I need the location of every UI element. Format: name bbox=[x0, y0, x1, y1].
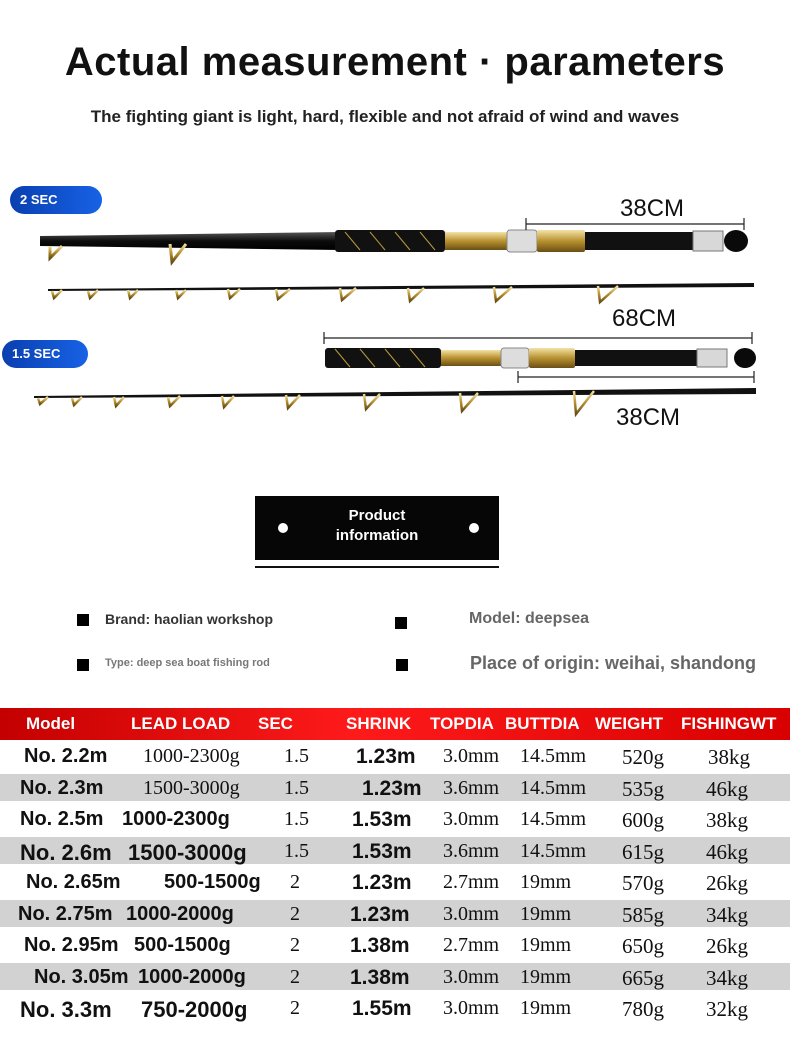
square-bullet-icon bbox=[395, 617, 407, 629]
cell-fishingwt: 38kg bbox=[706, 808, 748, 832]
cell-fishingwt: 26kg bbox=[706, 871, 748, 895]
cell-shrink: 1.23m bbox=[356, 745, 416, 768]
spec-table bbox=[0, 708, 790, 1024]
cell-weight: 570g bbox=[622, 871, 664, 895]
cell-fishingwt: 32kg bbox=[706, 997, 748, 1021]
cell-sec: 1.5 bbox=[284, 745, 309, 767]
cell-sec: 2 bbox=[290, 965, 300, 988]
cell-topdia: 2.7mm bbox=[443, 871, 500, 893]
info-type-text: Type: deep sea boat fishing rod bbox=[105, 657, 270, 669]
table-row bbox=[0, 961, 790, 993]
square-bullet-icon bbox=[77, 659, 89, 671]
col-fishingwt: FISHINGWT bbox=[681, 714, 777, 733]
cell-topdia: 3.0mm bbox=[443, 902, 500, 925]
cell-buttdia: 19mm bbox=[520, 871, 572, 893]
rod-2sec-butt bbox=[40, 230, 748, 262]
cell-sec: 1.5 bbox=[284, 808, 309, 830]
product-heading-line1: Product bbox=[348, 507, 406, 524]
cell-shrink: 1.53m bbox=[352, 839, 412, 863]
cell-buttdia: 19mm bbox=[520, 934, 572, 956]
rod-2sec-tip bbox=[48, 283, 754, 302]
table-row bbox=[0, 803, 790, 835]
cell-shrink: 1.23m bbox=[350, 902, 410, 926]
measure-2sec-handle: 38CM bbox=[620, 195, 685, 222]
cell-weight: 615g bbox=[622, 839, 664, 864]
cell-buttdia: 19mm bbox=[520, 997, 572, 1019]
square-bullet-icon bbox=[77, 614, 89, 626]
cell-shrink: 1.38m bbox=[350, 934, 410, 957]
cell-weight: 665g bbox=[622, 965, 664, 990]
page-title: Actual measurement · parameters bbox=[64, 40, 726, 84]
table-row bbox=[0, 772, 790, 804]
cell-weight: 585g bbox=[622, 902, 664, 927]
cell-lead-load: 1000-2300g bbox=[122, 808, 230, 830]
cell-topdia: 3.6mm bbox=[443, 776, 500, 799]
col-buttdia: BUTTDIA bbox=[505, 714, 580, 733]
square-bullet-icon bbox=[396, 659, 408, 671]
cell-sec: 2 bbox=[290, 871, 300, 893]
table-row bbox=[0, 898, 790, 930]
cell-topdia: 2.7mm bbox=[443, 934, 500, 956]
cell-sec: 1.5 bbox=[284, 839, 309, 862]
cell-weight: 600g bbox=[622, 808, 664, 832]
cell-shrink: 1.53m bbox=[352, 808, 412, 831]
cell-model: No. 2.65m bbox=[26, 871, 121, 893]
cell-lead-load: 500-1500g bbox=[164, 871, 261, 893]
cell-sec: 2 bbox=[290, 902, 300, 925]
col-shrink: SHRINK bbox=[346, 714, 412, 733]
info-model bbox=[469, 610, 589, 628]
table-row bbox=[0, 835, 790, 867]
cell-buttdia: 14.5mm bbox=[520, 745, 587, 767]
info-brand-text: Brand: haolian workshop bbox=[105, 611, 274, 627]
table-body bbox=[0, 740, 790, 1024]
cell-shrink: 1.23m bbox=[362, 776, 422, 800]
cell-model: No. 2.3m bbox=[20, 776, 104, 799]
col-model: Model bbox=[26, 714, 76, 733]
cell-topdia: 3.0mm bbox=[443, 808, 500, 830]
cell-buttdia: 14.5mm bbox=[520, 776, 587, 799]
table-row bbox=[0, 992, 790, 1024]
product-heading-line2: information bbox=[335, 527, 419, 544]
heading-divider bbox=[255, 566, 499, 568]
cell-lead-load: 1000-2000g bbox=[138, 965, 246, 988]
cell-lead-load: 1500-3000g bbox=[128, 839, 247, 865]
badge-2-sec: 2 SEC bbox=[10, 186, 102, 214]
cell-buttdia: 19mm bbox=[520, 965, 572, 988]
cell-weight: 650g bbox=[622, 934, 664, 958]
cell-buttdia: 19mm bbox=[520, 902, 572, 925]
cell-model: No. 2.2m bbox=[24, 745, 108, 767]
cell-shrink: 1.55m bbox=[352, 997, 412, 1020]
cell-fishingwt: 26kg bbox=[706, 934, 748, 958]
info-type bbox=[105, 657, 270, 669]
cell-model: No. 3.05m bbox=[34, 965, 129, 988]
cell-fishingwt: 38kg bbox=[708, 745, 750, 769]
cell-weight: 535g bbox=[622, 776, 664, 801]
cell-weight: 780g bbox=[622, 997, 664, 1021]
bullet-dot-icon bbox=[278, 523, 288, 533]
cell-topdia: 3.0mm bbox=[443, 965, 500, 988]
cell-fishingwt: 34kg bbox=[706, 965, 748, 990]
measure-15sec-butt: 38CM bbox=[616, 404, 681, 431]
cell-lead-load: 1000-2000g bbox=[126, 902, 234, 925]
cell-topdia: 3.0mm bbox=[443, 745, 500, 767]
cell-model: No. 2.75m bbox=[18, 902, 113, 925]
cell-buttdia: 14.5mm bbox=[520, 839, 587, 862]
cell-model: No. 3.3m bbox=[20, 997, 112, 1022]
cell-model: No. 2.6m bbox=[20, 839, 112, 865]
info-brand bbox=[105, 611, 273, 627]
cell-buttdia: 14.5mm bbox=[520, 808, 587, 830]
col-weight: WEIGHT bbox=[595, 714, 663, 733]
cell-topdia: 3.0mm bbox=[443, 997, 500, 1019]
cell-shrink: 1.23m bbox=[352, 871, 412, 894]
cell-sec: 2 bbox=[290, 934, 300, 956]
col-sec: SEC bbox=[258, 714, 293, 733]
cell-sec: 2 bbox=[290, 997, 300, 1019]
col-topdia: TOPDIA bbox=[430, 714, 494, 733]
cell-lead-load: 500-1500g bbox=[134, 934, 231, 956]
table-header bbox=[0, 708, 790, 740]
cell-fishingwt: 34kg bbox=[706, 902, 748, 927]
measure-15sec-handle: 68CM bbox=[612, 305, 677, 332]
bullet-dot-icon bbox=[469, 523, 479, 533]
cell-fishingwt: 46kg bbox=[706, 839, 748, 864]
info-origin-text: Place of origin: weihai, shandong bbox=[470, 653, 757, 673]
table-row bbox=[0, 740, 790, 772]
cell-sec: 1.5 bbox=[284, 776, 309, 799]
info-model-text: Model: deepsea bbox=[469, 610, 590, 627]
cell-fishingwt: 46kg bbox=[706, 776, 748, 801]
cell-lead-load: 750-2000g bbox=[141, 997, 248, 1022]
info-origin bbox=[470, 653, 756, 674]
cell-weight: 520g bbox=[622, 745, 664, 769]
badge-1-5-sec: 1.5 SEC bbox=[2, 340, 88, 368]
cell-shrink: 1.38m bbox=[350, 965, 410, 989]
cell-topdia: 3.6mm bbox=[443, 839, 500, 862]
cell-lead-load: 1000-2300g bbox=[143, 745, 240, 767]
table-row bbox=[0, 929, 790, 961]
table-row bbox=[0, 866, 790, 898]
col-lead-load: LEAD LOAD bbox=[131, 714, 231, 733]
cell-lead-load: 1500-3000g bbox=[143, 776, 240, 799]
page-subtitle: The fighting giant is light, hard, flexible and not afraid of wind and waves bbox=[90, 107, 680, 126]
cell-model: No. 2.95m bbox=[24, 934, 119, 956]
rod-15sec-butt bbox=[325, 348, 756, 368]
product-info-heading bbox=[255, 496, 499, 560]
cell-model: No. 2.5m bbox=[20, 808, 104, 830]
